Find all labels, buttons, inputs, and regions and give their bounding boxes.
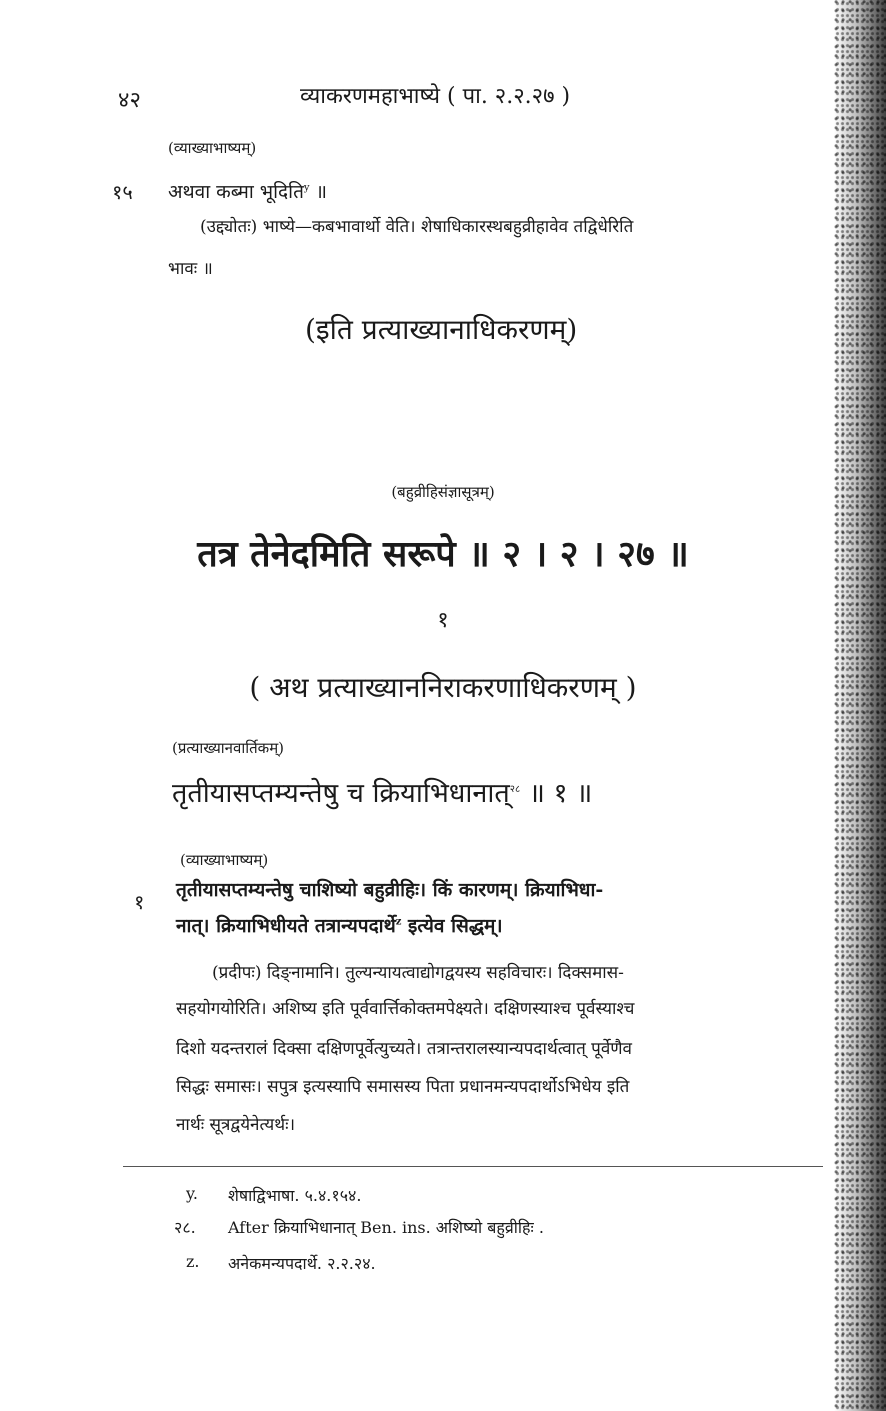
bhashya-text: नात्। क्रियाभिधीयते तत्रान्यपदार्थे$^z$ इत्येव सिद्धम्। <box>176 915 503 937</box>
line-number: १५ <box>112 180 133 204</box>
adhikarana-number: १ <box>437 608 449 633</box>
footnote-text: अनेकमन्यपदार्थे. २.२.२४. <box>228 1254 376 1273</box>
sutra-label: (बहुव्रीहिसंज्ञासूत्रम्) <box>391 483 495 501</box>
pradipa-commentary-line: सहयोगयोरिति। अशिष्य इति पूर्ववार्त्तिकोक्तमपेक्ष्यते। दक्षिणस्याश्च पूर्वस्याश्च <box>176 999 635 1019</box>
section-label-vyakhyabhashyam: (व्याख्याभाष्यम्) <box>168 139 257 157</box>
pradipa-commentary-line: सिद्धः समासः। सपुत्र इत्यस्यापि समासस्य पिता प्रधानमन्यपदार्थोऽभिधेय इति <box>176 1077 630 1097</box>
footnote-mark: z. <box>186 1252 200 1271</box>
vartika-text: तृतीयासप्तम्यन्तेषु च क्रियाभिधानात्$^{२८}$ ॥ १ ॥ <box>172 778 593 809</box>
footnote-mark: y. <box>186 1184 198 1203</box>
footnote-text: शेषाद्विभाषा. ५.४.१५४. <box>228 1186 362 1205</box>
footnote-marker: २८ <box>509 784 521 795</box>
sutra-heading: तत्र तेनेदमिति सरूपे ॥ २ । २ । २७ ॥ <box>197 533 689 575</box>
line-number: १ <box>134 890 145 914</box>
footnote-marker: y <box>303 182 310 194</box>
running-head: व्याकरणमहाभाष्ये ( पा. २.२.२७ ) <box>300 84 571 109</box>
pradipa-commentary-line: नार्थः सूत्रद्वयेनेत्यर्थः। <box>176 1115 296 1135</box>
uddyota-commentary-line: (उद्द्योतः) भाष्ये—कबभावार्थो वेति। शेषाधिकारस्थबहुव्रीहावेव तद्विधेरिति <box>200 217 634 237</box>
uddyota-commentary-line: भावः ॥ <box>168 259 213 279</box>
bhashya-text: अथवा कब्मा भूदिति$^y$ ॥ <box>168 181 327 203</box>
page-number: ४२ <box>118 88 141 113</box>
pradipa-commentary-line: दिशो यदन्तरालं दिक्सा दक्षिणपूर्वेत्युच्यते। तत्रान्तरालस्यान्यपदार्थत्वात् पूर्वेणैव <box>176 1039 633 1059</box>
adhikarana-heading: ( अथ प्रत्याख्याननिराकरणाधिकरणम् ) <box>249 671 637 704</box>
pradipa-commentary-line: (प्रदीपः) दिङ्नामानि। तुल्यन्यायत्वाद्योगद्वयस्य सहविचारः। दिक्समास- <box>212 963 624 983</box>
bhashya-text: तृतीयासप्तम्यन्तेषु चाशिष्यो बहुव्रीहिः। किं कारणम्। क्रियाभिधा- <box>176 879 604 901</box>
footnote-text: After क्रियाभिधानात् Ben. ins. अशिष्यो बहुव्रीहिः . <box>228 1218 544 1237</box>
vartika-label: (प्रत्याख्यानवार्तिकम्) <box>172 739 285 757</box>
footnote-mark: २८. <box>174 1218 196 1237</box>
footnote-rule <box>123 1166 823 1167</box>
section-label-vyakhyabhashyam: (व्याख्याभाष्यम्) <box>180 851 269 869</box>
closing-heading: (इति प्रत्याख्यानाधिकरणम्) <box>305 313 578 346</box>
footnote-marker: z <box>395 916 402 928</box>
